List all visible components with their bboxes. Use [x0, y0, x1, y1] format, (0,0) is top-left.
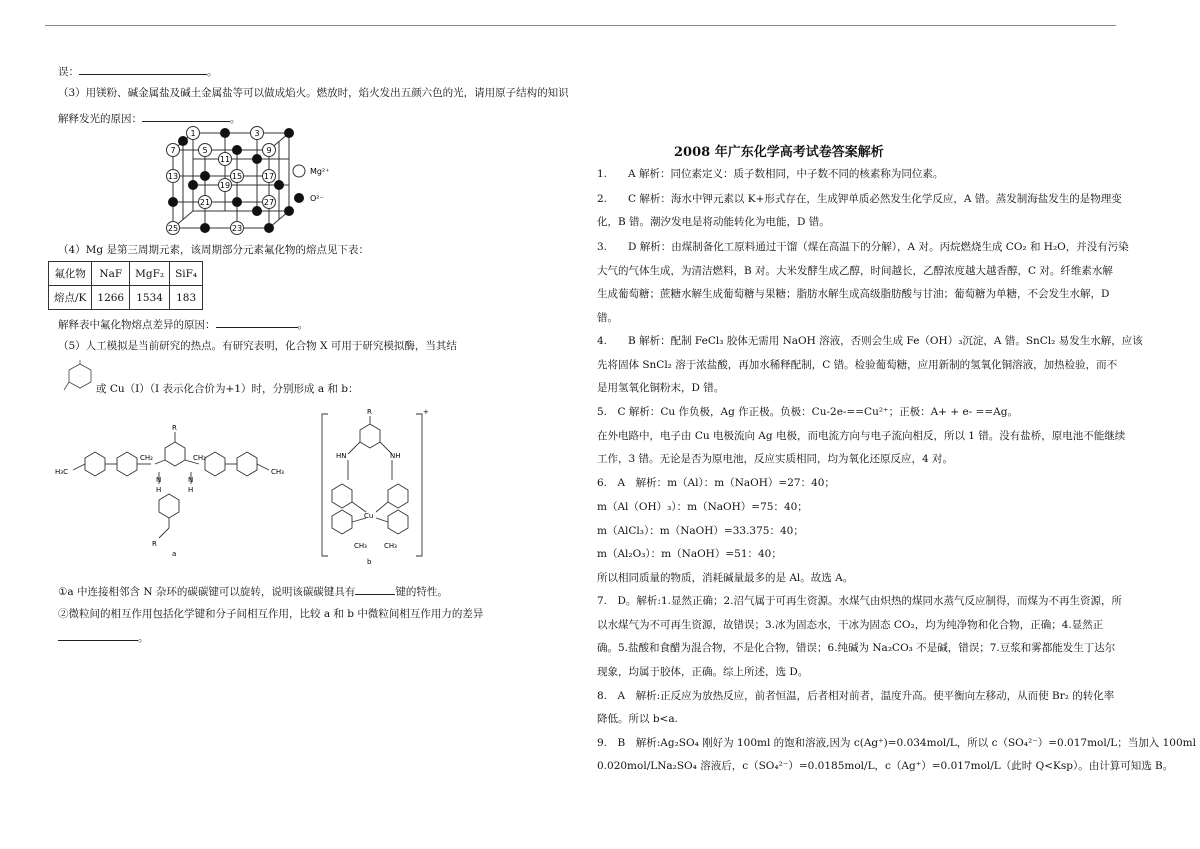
answer-blank[interactable] — [216, 316, 298, 328]
answer-blank[interactable] — [58, 629, 138, 641]
nh-label: NH — [390, 452, 401, 460]
r-label: R — [172, 424, 177, 432]
answer-line: m（AlCl₃）：m（NaOH）=33.375：40； — [597, 525, 804, 537]
table-cell: 氟化物 — [49, 262, 92, 286]
o-legend-label: O²⁻ — [310, 194, 324, 203]
hn-label: HN — [336, 452, 347, 460]
answer-title: 2008 年广东化学高考试卷答案解析 — [674, 145, 884, 160]
answer-line: 9. B 解析:Ag₂SO₄ 刚好为 100ml 的饱和溶液,因为 c(Ag⁺)=0.034mol/L，所以 c（SO₄²⁻）=0.017mol/L；当加入 100ml — [597, 737, 1196, 749]
lattice-number: 25 — [167, 224, 179, 233]
structure-b-figure — [320, 408, 430, 568]
ch3-label: CH₃ — [384, 542, 397, 550]
r-label: R — [367, 408, 372, 416]
table-cell: MgF₂ — [130, 262, 170, 286]
q4-explain-line: 解释表中氟化物熔点差异的原因： 。 — [58, 316, 308, 332]
answer-blank[interactable] — [142, 110, 230, 122]
h-label: H — [188, 486, 194, 494]
answer-blank[interactable] — [355, 583, 395, 595]
mg-legend-label: Mg²⁺ — [310, 167, 330, 176]
table-cell: 熔点/K — [49, 286, 92, 310]
lattice-number: 27 — [263, 198, 275, 207]
lattice-number: 1 — [190, 129, 196, 138]
q5-sub1: ①a 中连接相邻含 N 杂环的碳碳键可以旋转，说明该碳碳键具有 键的特性。 — [58, 583, 448, 599]
answer-line: 降低。所以 b<a. — [597, 713, 678, 725]
answer-blank[interactable] — [79, 63, 207, 75]
q4-line: （4）Mg 是第三周期元素，该周期部分元素氟化物的熔点见下表： — [58, 244, 369, 256]
lattice-number: 3 — [254, 129, 260, 138]
answer-line: 所以相同质量的物质，消耗碱量最多的是 Al。故选 A。 — [597, 572, 854, 584]
ch3-label: CH₃ — [271, 468, 284, 476]
answer-line: m（Al（OH）₃）：m（NaOH）=75：40； — [597, 501, 808, 513]
answer-line: 1. A 解析：同位素定义：质子数相同，中子数不同的核素称为同位素。 — [597, 168, 944, 180]
lattice-number: 7 — [170, 146, 176, 155]
q5-sub2-blank-line: 。 — [58, 629, 149, 645]
lattice-number: 9 — [266, 146, 272, 155]
q3-line1: （3）用镁粉、碱金属盐及碱土金属盐等可以做成焰火。燃放时，焰火发出五颜六色的光，请用原子结构的知识 — [58, 87, 569, 99]
q5-sub2: ②微粒间的相互作用包括化学键和分子间相互作用，比较 a 和 b 中微粒间相互作用力的差异 — [58, 608, 484, 620]
table-cell: 1266 — [92, 286, 130, 310]
answer-line: 在外电路中，电子由 Cu 电极流向 Ag 电极，而电流方向与电子流向相反，所以 1 错。没有盐桥，原电池不能继续 — [597, 430, 1126, 442]
q3-line2: 解释发光的原因： 。 — [58, 110, 241, 126]
ch2-label: CH₂ — [140, 454, 153, 462]
figure-a-label: a — [172, 550, 177, 558]
table-cell: 183 — [170, 286, 203, 310]
answer-line: 6. A 解析：m（Al）：m（NaOH）=27：40； — [597, 477, 835, 489]
lattice-number: 5 — [202, 146, 208, 155]
lattice-number: 11 — [219, 155, 231, 164]
o-legend-marker — [294, 193, 304, 203]
answer-line: 确。5.盐酸和食醋为混合物，不是化合物，错误；6.纯碱为 Na₂CO₃ 不是碱，错误；7.豆浆和雾都能发生丁达尔 — [597, 642, 1116, 654]
table-cell: SiF₄ — [170, 262, 203, 286]
answer-line: 0.020mol/LNa₂SO₄ 溶液后，c（SO₄²⁻）=0.0185mol/L，c（Ag⁺）=0.017mol/L（此时 Q<Ksp）。由计算可知选 B。 — [597, 760, 1174, 772]
h-label: H — [156, 486, 162, 494]
answer-line: 7. D。解析:1.显然正确；2.沼气属于可再生资源。水煤气由炽热的煤同水蒸气反应制得，而煤为不再生资源，所 — [597, 595, 1123, 607]
answer-line: 化，B 错。潮汐发电是将动能转化为电能，D 错。 — [597, 216, 830, 228]
answer-line: 现象，均属于胶体，正确。综上所述，选 D。 — [597, 666, 809, 678]
q5-line2: 或 Cu（I）（I 表示化合价为+1）时，分别形成 a 和 b： — [96, 383, 359, 395]
answer-line: 生成葡萄糖；蔗糖水解生成葡萄糖与果糖；脂肪水解生成高级脂肪酸与甘油；葡萄糖为单糖，不会发生水解，D — [597, 288, 1110, 300]
answer-line: 错。 — [597, 312, 618, 324]
cu-label: Cu — [364, 512, 374, 520]
answer-line: 先将固体 SnCl₂ 溶于浓盐酸，再加水稀释配制，C 错。检验葡萄糖，应用新制的氢氧化铜溶液，加热检验，而不 — [597, 359, 1118, 371]
lattice-number: 17 — [263, 172, 275, 181]
structure-a-figure — [55, 420, 320, 560]
ch3-label: CH₃ — [354, 542, 367, 550]
table-cell: NaF — [92, 262, 130, 286]
ch2-label: CH₂ — [193, 454, 206, 462]
answer-line: 以水煤气为不可再生资源，故错误；3.冰为固态水，干冰为固态 CO₂，均为纯净物和化合物，正确；4.显然正 — [597, 619, 1104, 631]
mg-legend-marker — [293, 165, 305, 177]
q5-line1: （5）人工模拟是当前研究的热点。有研究表明，化合物 X 可用于研究模拟酶，当其结 — [58, 340, 457, 352]
header-rule — [45, 25, 1116, 26]
lattice-number: 21 — [199, 198, 211, 207]
lattice-number: 15 — [231, 172, 243, 181]
answer-line: 大气的气体生成，为清洁燃料，B 对。大米发酵生成乙醇，时间越长，乙醇浓度越大越香醇，C 对。纤维素水解 — [597, 265, 1113, 277]
table-row — [49, 286, 203, 310]
mgo-lattice-figure — [155, 128, 335, 236]
lattice-number: 23 — [231, 224, 243, 233]
n-label: N — [188, 476, 194, 484]
charge-label: + — [423, 408, 429, 416]
n-label: N — [156, 476, 162, 484]
answer-line: 2. C 解析：海水中钾元素以 K+形式存在，生成钾单质必然发生化学反应，A 错。蒸发制海盐发生的是物理变 — [597, 193, 1122, 205]
error-answer-line: 误： 。 — [58, 63, 218, 79]
table-cell: 1534 — [130, 286, 170, 310]
lattice-number: 13 — [167, 172, 179, 181]
answer-line: 是用氢氧化铜粉末，D 错。 — [597, 382, 725, 394]
r-label: R — [152, 540, 157, 548]
lattice-number: 19 — [219, 181, 231, 190]
answer-line: m（Al₂O₃）：m（NaOH）=51：40； — [597, 548, 782, 560]
fluoride-melting-table — [48, 261, 203, 310]
h3c-label: H₃C — [55, 468, 68, 476]
figure-b-label: b — [367, 558, 372, 566]
answer-line: 8. A 解析:正反应为放热反应，前者恒温，后者相对前者，温度升高。使平衡向左移动，从而使 Br₂ 的转化率 — [597, 690, 1115, 702]
answer-line: 工作，3 错。无论是否为原电池，反应实质相同，均为氧化还原反应，4 对。 — [597, 453, 954, 465]
answer-line: 4. B 解析：配制 FeCl₃ 胶体无需用 NaOH 溶液，否则会生成 Fe（OH）₃沉淀，A 错。SnCl₂ 易发生水解，应该 — [597, 335, 1143, 347]
table-row — [49, 262, 203, 286]
compound-x-structure — [62, 360, 98, 396]
answer-line: 5. C 解析：Cu 作负极，Ag 作正极。负极：Cu-2e-==Cu²⁺；正极：A+ + e- ==Ag。 — [597, 406, 1018, 418]
answer-line: 3. D 解析：由煤制备化工原料通过干馏（煤在高温下的分解），A 对。丙烷燃烧生成 CO₂ 和 H₂O，并没有污染 — [597, 241, 1129, 253]
